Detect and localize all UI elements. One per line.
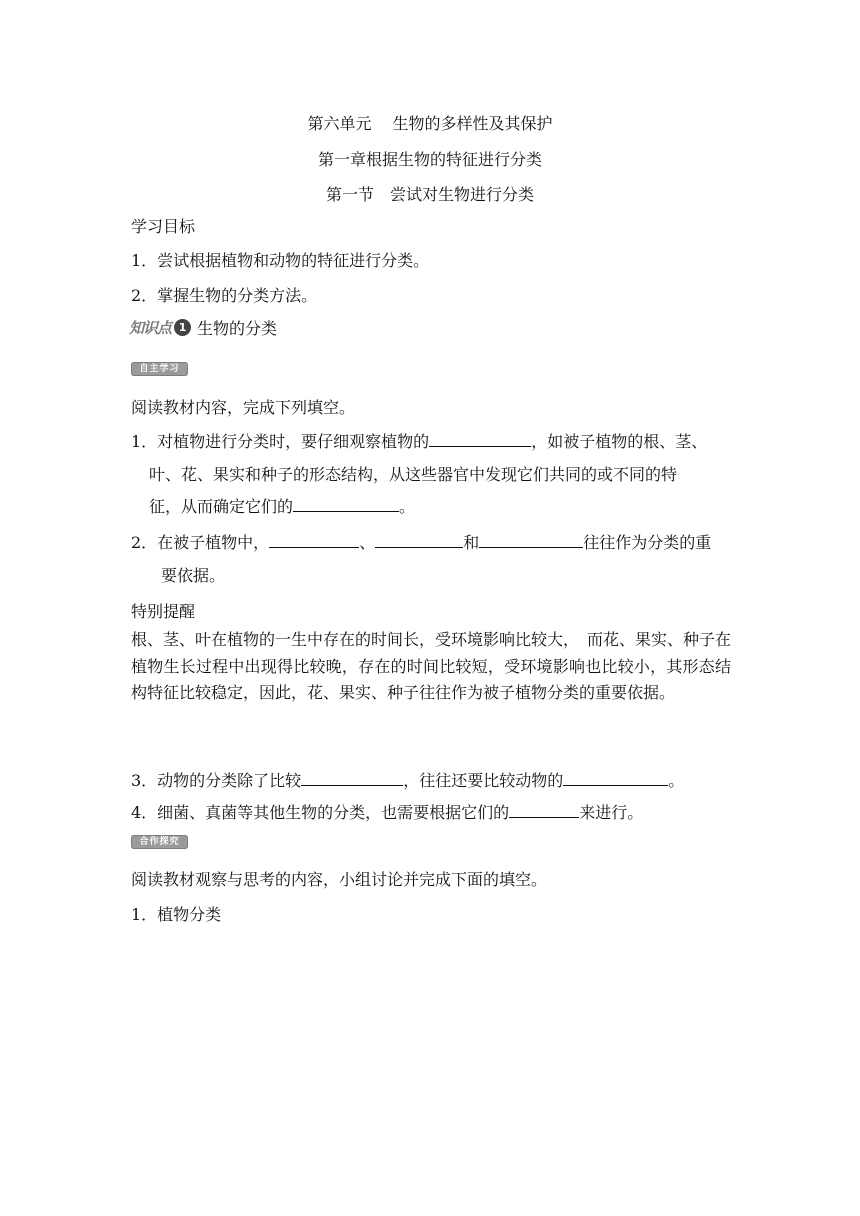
self-study-tag: 自主学习 (131, 362, 188, 376)
answer-blank[interactable] (375, 533, 463, 548)
question-1-text-c: 征，从而确定它们的 (149, 497, 294, 516)
question-1-text-a: 1．对植物进行分类时，要仔细观察植物的 (131, 432, 430, 451)
reading-instruction: 阅读教材内容，完成下列填空。 (131, 398, 356, 417)
chapter-title: 第一章根据生物的特征进行分类 (317, 150, 542, 169)
cooperative-inquiry-tag: 合作探究 (131, 835, 188, 849)
question-2-sep-2: 和 (463, 533, 480, 552)
question-2-sep-1: 、 (359, 533, 376, 552)
knowledge-point-header (129, 316, 277, 339)
knowledge-point-label: 知识点 (129, 319, 172, 337)
question-2-text-a: 2．在被子植物中， (131, 533, 270, 552)
question-2-line-2: 要依据。 (161, 566, 226, 585)
knowledge-point-number-badge: 1 (174, 319, 191, 336)
plant-classification-item: 1．植物分类 (131, 905, 222, 924)
discussion-instruction: 阅读教材观察与思考的内容，小组讨论并完成下面的填空。 (131, 870, 548, 889)
question-4 (131, 800, 643, 823)
question-3-text-b: ，往往还要比较动物的 (403, 771, 564, 790)
section-title: 第一节 尝试对生物进行分类 (325, 185, 534, 204)
question-1-line-3 (149, 494, 415, 517)
question-4-text-a: 4．细菌、真菌等其他生物的分类，也需要根据它们的 (131, 803, 510, 822)
answer-blank[interactable] (269, 533, 359, 548)
answer-blank[interactable] (301, 771, 403, 786)
question-1-line-1 (131, 429, 707, 452)
question-1-line-2: 叶、花、果实和种子的形态结构，从这些器官中发现它们共同的或不同的特 (149, 465, 678, 484)
question-3-text-c: 。 (668, 771, 685, 790)
reminder-text: 根、茎、叶在植物的一生中存在的时间长，受环境影响比较大， 而花、果实、种子在植物生长过程中出现得比较晚，存在的时间比较短，受环境影响也比较小，其形态结构特征比较稳定，因此，花、果实、种子往往作为被子植物分类的重要依据。 (131, 630, 732, 702)
question-4-text-b: 来进行。 (579, 803, 644, 822)
unit-title: 第六单元 生物的多样性及其保护 (307, 114, 553, 133)
objectives-heading: 学习目标 (131, 217, 196, 236)
answer-blank[interactable] (479, 533, 583, 548)
question-3 (131, 768, 684, 791)
question-1-text-b: ，如被子植物的根、茎、 (531, 432, 708, 451)
knowledge-point-title: 生物的分类 (197, 319, 278, 338)
reminder-heading: 特别提醒 (131, 602, 196, 621)
answer-blank[interactable] (563, 771, 668, 786)
question-3-text-a: 3．动物的分类除了比较 (131, 771, 302, 790)
question-2-text-b: 往往作为分类的重 (583, 533, 712, 552)
objective-item-2: 2．掌握生物的分类方法。 (131, 286, 318, 305)
objective-item-1: 1．尝试根据植物和动物的特征进行分类。 (131, 251, 430, 270)
question-2-line-1 (131, 530, 711, 553)
question-1-text-d: 。 (399, 497, 416, 516)
answer-blank[interactable] (429, 432, 531, 447)
answer-blank[interactable] (509, 803, 579, 818)
answer-blank[interactable] (293, 497, 399, 512)
